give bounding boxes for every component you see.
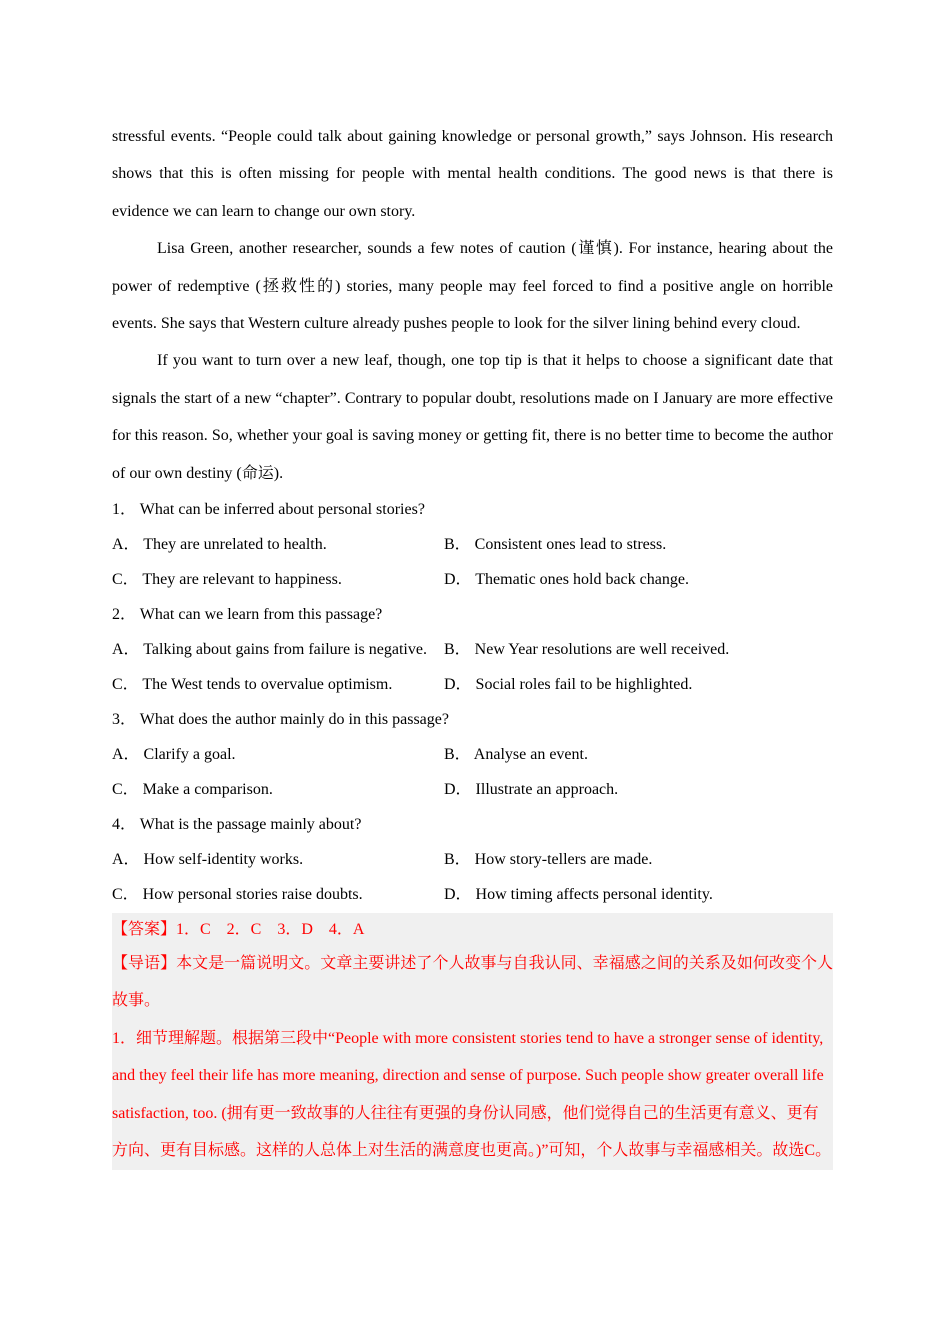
option-row (112, 632, 833, 667)
question-stem: 2． What can we learn from this passage? (112, 606, 383, 624)
option-row (112, 737, 833, 772)
option-a: A． How self-identity works. (112, 851, 304, 869)
question-2 (112, 597, 833, 702)
option-row (112, 772, 833, 807)
option-b: B． New Year resolutions are well received. (444, 641, 730, 659)
explanation-1: 1．细节理解题。根据第三段中“People with more consistent stories tend to have a stronger sense of identity, and they feel their life has more meaning, direction and sense of purpose. Such people show greater overall life satisfaction, too. (拥有更一致故事的人往往有更强的身份认同感，他们觉得自己的生活更有意义、更有方向、更有目标感。这样的人总体上对生活的满意度也更高。)”可知，个人故事与幸福感相关。故选C。 (112, 1029, 832, 1160)
option-c: C． How personal stories raise doubts. (112, 886, 363, 904)
question-stem: 1． What can be inferred about personal stories? (112, 501, 425, 519)
option-row (112, 877, 833, 912)
option-d: D． Social roles fail to be highlighted. (444, 676, 693, 694)
question-1 (112, 492, 833, 597)
document-page (112, 118, 833, 1170)
answer-key: 【答案】1．C 2．C 3．D 4．A (112, 921, 365, 939)
option-a: A． Clarify a goal. (112, 746, 236, 764)
option-a: A． Talking about gains from failure is negative. (112, 641, 427, 659)
option-row (112, 562, 833, 597)
question-3 (112, 702, 833, 807)
option-row (112, 667, 833, 702)
answer-section (112, 913, 833, 1169)
question-stem: 4． What is the passage mainly about? (112, 816, 362, 834)
passage-paragraph-1: stressful events. “People could talk about gaining knowledge or personal growth,” says Johnson. His research shows that this is often missing for people with mental health conditions. The good news is that there is evidence we can learn to change our own story. (112, 128, 833, 220)
question-stem: 3． What does the author mainly do in this passage? (112, 711, 449, 729)
passage-paragraph-2: Lisa Green, another researcher, sounds a few notes of caution (谨慎). For instance, hearing about the power of redemptive (拯救性的) stories, many people may feel forced to find a positive angle on horrible events. She says that Western culture already pushes people to look for the silver lining behind every cloud. (112, 240, 833, 333)
passage-paragraph-3: If you want to turn over a new leaf, though, one top tip is that it helps to choose a significant date that signals the start of a new “chapter”. Contrary to popular doubt, resolutions made on I January are more effective for this reason. So, whether your goal is saving money or getting fit, there is no better time to become the author of our own destiny (命运). (112, 352, 833, 482)
option-c: C． The West tends to overvalue optimism. (112, 676, 393, 694)
guide-text: 【导语】本文是一篇说明文。文章主要讲述了个人故事与自我认同、幸福感之间的关系及如何改变个人故事。 (112, 955, 833, 1010)
option-row (112, 527, 833, 562)
option-c: C． They are relevant to happiness. (112, 571, 342, 589)
option-row (112, 842, 833, 877)
option-d: D． How timing affects personal identity. (444, 886, 713, 904)
option-b: B． Analyse an event. (444, 746, 588, 764)
option-b: B． How story-tellers are made. (444, 851, 653, 869)
option-d: D． Thematic ones hold back change. (444, 571, 689, 589)
question-4 (112, 807, 833, 912)
option-c: C． Make a comparison. (112, 781, 273, 799)
option-d: D． Illustrate an approach. (444, 781, 619, 799)
option-b: B． Consistent ones lead to stress. (444, 536, 667, 554)
option-a: A． They are unrelated to health. (112, 536, 327, 554)
